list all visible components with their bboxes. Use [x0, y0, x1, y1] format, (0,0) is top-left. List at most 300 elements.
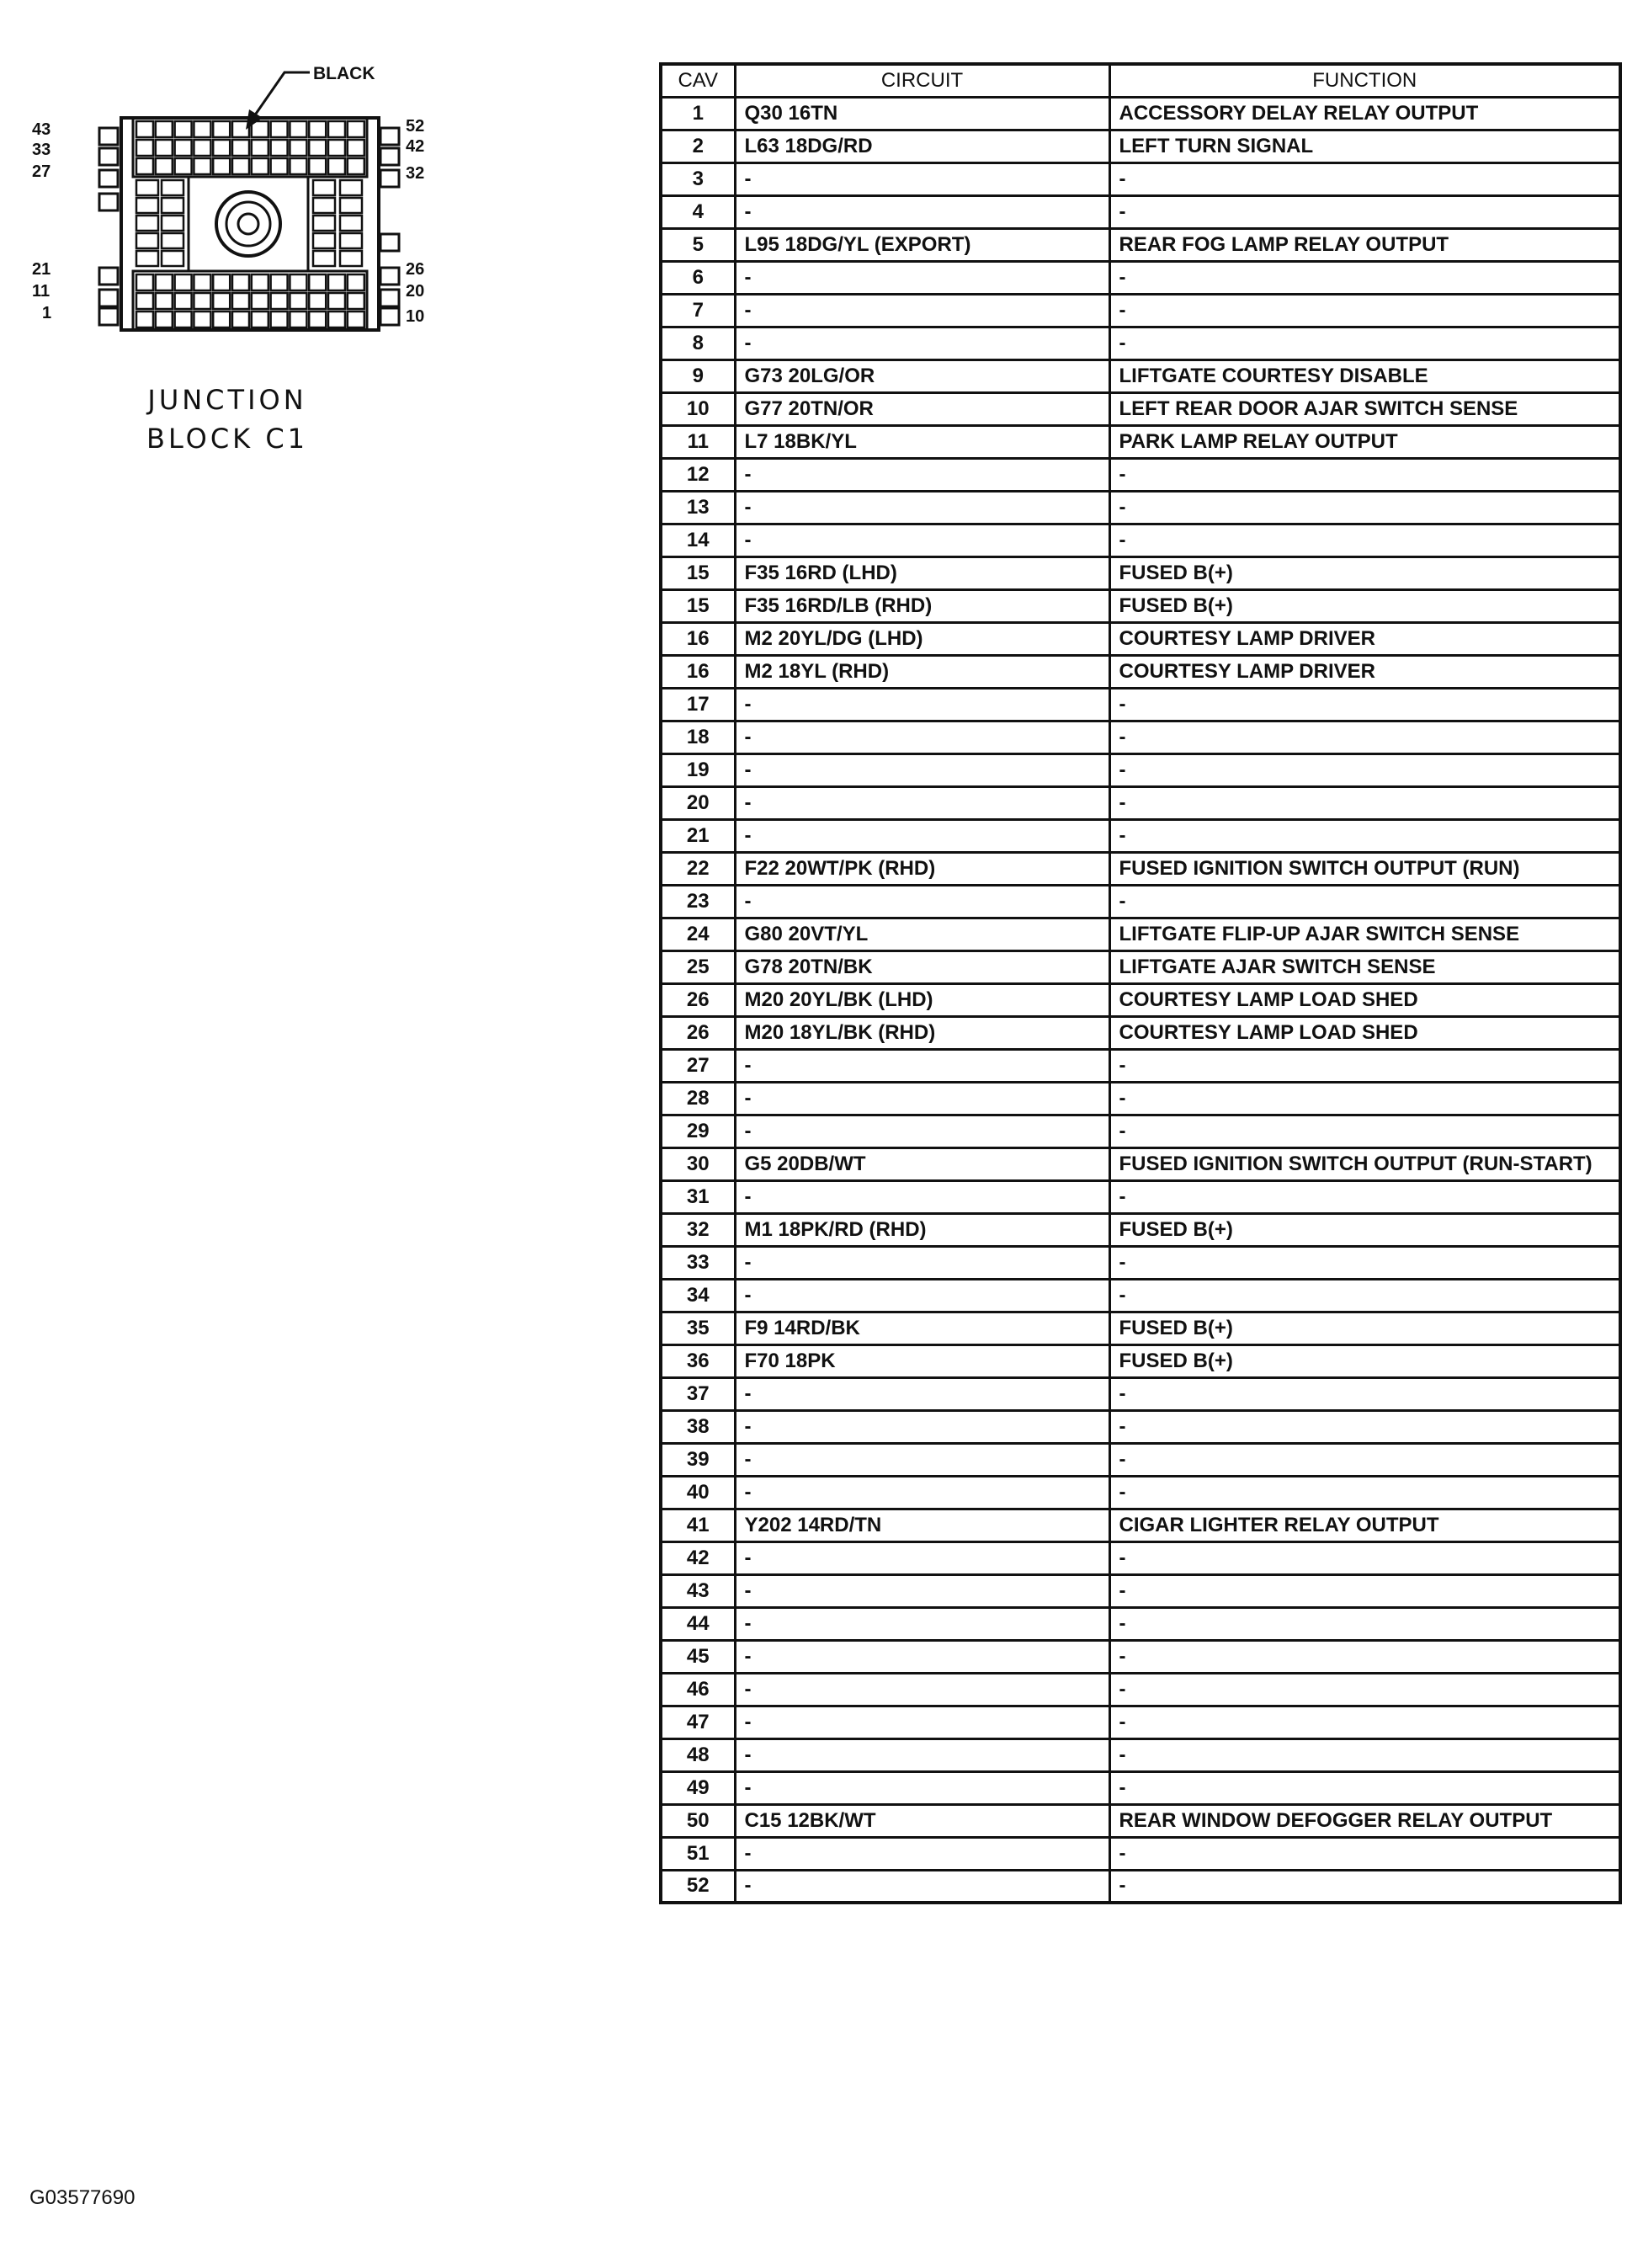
- cell-function: -: [1109, 885, 1620, 918]
- pin-cavity: [348, 121, 364, 137]
- cell-cav: 51: [661, 1837, 735, 1870]
- pin-cavity: [271, 293, 288, 309]
- pin-cavity: [271, 121, 288, 137]
- junction-block-title-line1: JUNCTION: [147, 384, 307, 416]
- table-row: [661, 1147, 1620, 1180]
- pin-cavity: [162, 180, 183, 195]
- cell-circuit: -: [735, 195, 1109, 228]
- pin-cavity: [328, 274, 345, 290]
- cell-function: COURTESY LAMP LOAD SHED: [1109, 1016, 1620, 1049]
- pin-cavity: [340, 198, 362, 213]
- pin-cavity: [136, 158, 153, 174]
- cell-cav: 45: [661, 1640, 735, 1673]
- cell-function: -: [1109, 261, 1620, 294]
- pin-cavity: [194, 311, 210, 327]
- cell-cav: 36: [661, 1344, 735, 1377]
- pin-cavity: [290, 274, 306, 290]
- cell-cav: 26: [661, 983, 735, 1016]
- pin-cavity: [271, 140, 288, 156]
- table-row: [661, 852, 1620, 885]
- cell-cav: 47: [661, 1706, 735, 1738]
- pin-cavity: [252, 140, 269, 156]
- header-cav: CAV: [661, 64, 735, 97]
- table-row: [661, 1476, 1620, 1509]
- cell-function: FUSED B(+): [1109, 1213, 1620, 1246]
- cell-function: LIFTGATE FLIP-UP AJAR SWITCH SENSE: [1109, 918, 1620, 950]
- cell-circuit: M2 18YL (RHD): [735, 655, 1109, 688]
- cell-cav: 23: [661, 885, 735, 918]
- cell-function: -: [1109, 688, 1620, 721]
- cell-cav: 22: [661, 852, 735, 885]
- pin-cavity: [136, 293, 153, 309]
- cell-function: FUSED IGNITION SWITCH OUTPUT (RUN): [1109, 852, 1620, 885]
- cell-circuit: -: [735, 458, 1109, 491]
- cell-function: -: [1109, 294, 1620, 327]
- cell-cav: 35: [661, 1312, 735, 1344]
- cell-function: REAR WINDOW DEFOGGER RELAY OUTPUT: [1109, 1804, 1620, 1837]
- table-row: [661, 1312, 1620, 1344]
- latch-tab: [380, 170, 399, 187]
- latch-tab: [380, 128, 399, 145]
- pin-cavity: [232, 140, 249, 156]
- table-row: [661, 1213, 1620, 1246]
- cell-circuit: F22 20WT/PK (RHD): [735, 852, 1109, 885]
- pin-cavity: [252, 274, 269, 290]
- cell-function: -: [1109, 786, 1620, 819]
- pin-cavity: [213, 121, 230, 137]
- cell-cav: 43: [661, 1574, 735, 1607]
- cell-cav: 25: [661, 950, 735, 983]
- cell-cav: 3: [661, 162, 735, 195]
- pin-cavity: [271, 311, 288, 327]
- pin-cavity: [313, 233, 335, 248]
- cell-circuit: -: [735, 1541, 1109, 1574]
- cell-circuit: -: [735, 162, 1109, 195]
- cell-function: -: [1109, 1410, 1620, 1443]
- table-row: [661, 556, 1620, 589]
- cell-circuit: -: [735, 1049, 1109, 1082]
- pin-cavity: [136, 180, 158, 195]
- cell-circuit: -: [735, 721, 1109, 753]
- cell-function: -: [1109, 721, 1620, 753]
- latch-tab: [99, 148, 118, 165]
- cell-circuit: M2 20YL/DG (LHD): [735, 622, 1109, 655]
- cell-circuit: -: [735, 819, 1109, 852]
- pin-cavity: [309, 274, 326, 290]
- cell-circuit: L7 18BK/YL: [735, 425, 1109, 458]
- cell-function: FUSED B(+): [1109, 589, 1620, 622]
- cell-cav: 4: [661, 195, 735, 228]
- pinout-rows: [661, 97, 1620, 1903]
- cell-cav: 19: [661, 753, 735, 786]
- pin-cavity: [290, 293, 306, 309]
- pin-cavity: [136, 216, 158, 231]
- cell-cav: 48: [661, 1738, 735, 1771]
- cell-cav: 46: [661, 1673, 735, 1706]
- pin-cavity: [252, 311, 269, 327]
- pin-cavity: [136, 251, 158, 266]
- cell-circuit: L95 18DG/YL (EXPORT): [735, 228, 1109, 261]
- cell-function: -: [1109, 1279, 1620, 1312]
- pin-cavity: [348, 158, 364, 174]
- cell-circuit: -: [735, 1837, 1109, 1870]
- cell-cav: 42: [661, 1541, 735, 1574]
- pinout-header-row: [661, 64, 1620, 97]
- cell-circuit: M20 18YL/BK (RHD): [735, 1016, 1109, 1049]
- pinout-table-container: [659, 62, 1622, 1904]
- cell-circuit: -: [735, 1246, 1109, 1279]
- cell-function: ACCESSORY DELAY RELAY OUTPUT: [1109, 97, 1620, 130]
- cell-circuit: -: [735, 753, 1109, 786]
- table-row: [661, 130, 1620, 162]
- cell-function: -: [1109, 1706, 1620, 1738]
- cell-circuit: -: [735, 786, 1109, 819]
- header-circuit: CIRCUIT: [735, 64, 1109, 97]
- pin-cavity: [340, 233, 362, 248]
- pin-cavity: [213, 293, 230, 309]
- cell-function: -: [1109, 1180, 1620, 1213]
- pin-cavity: [271, 158, 288, 174]
- table-row: [661, 1082, 1620, 1115]
- cell-circuit: -: [735, 1673, 1109, 1706]
- pin-grid: [136, 121, 364, 327]
- pin-label-26: 26: [406, 260, 425, 279]
- cell-cav: 34: [661, 1279, 735, 1312]
- table-row: [661, 1640, 1620, 1673]
- pin-cavity: [348, 311, 364, 327]
- pin-cavity: [194, 140, 210, 156]
- table-row: [661, 1509, 1620, 1541]
- table-row: [661, 458, 1620, 491]
- cell-cav: 16: [661, 655, 735, 688]
- pin-cavity: [328, 293, 345, 309]
- cell-cav: 30: [661, 1147, 735, 1180]
- pin-cavity: [175, 293, 192, 309]
- table-row: [661, 1344, 1620, 1377]
- cell-function: -: [1109, 1246, 1620, 1279]
- cell-function: -: [1109, 1837, 1620, 1870]
- cell-circuit: -: [735, 1706, 1109, 1738]
- pin-cavity: [162, 216, 183, 231]
- table-row: [661, 491, 1620, 524]
- cell-cav: 9: [661, 359, 735, 392]
- cell-function: LEFT TURN SIGNAL: [1109, 130, 1620, 162]
- cell-circuit: -: [735, 261, 1109, 294]
- table-row: [661, 1541, 1620, 1574]
- pin-cavity: [309, 311, 326, 327]
- cell-circuit: G78 20TN/BK: [735, 950, 1109, 983]
- cell-function: FUSED IGNITION SWITCH OUTPUT (RUN-START): [1109, 1147, 1620, 1180]
- cell-function: -: [1109, 1541, 1620, 1574]
- cell-cav: 44: [661, 1607, 735, 1640]
- pin-cavity: [194, 158, 210, 174]
- table-row: [661, 1706, 1620, 1738]
- cell-circuit: G5 20DB/WT: [735, 1147, 1109, 1180]
- cell-function: PARK LAMP RELAY OUTPUT: [1109, 425, 1620, 458]
- latch-tab: [380, 290, 399, 306]
- cell-circuit: -: [735, 491, 1109, 524]
- table-row: [661, 1574, 1620, 1607]
- pinout-table: [659, 62, 1622, 1904]
- cell-function: LIFTGATE COURTESY DISABLE: [1109, 359, 1620, 392]
- cell-cav: 15: [661, 556, 735, 589]
- cell-circuit: -: [735, 327, 1109, 359]
- pin-cavity: [328, 140, 345, 156]
- pin-cavity: [340, 216, 362, 231]
- table-row: [661, 721, 1620, 753]
- cell-circuit: G80 20VT/YL: [735, 918, 1109, 950]
- cell-cav: 17: [661, 688, 735, 721]
- table-row: [661, 1115, 1620, 1147]
- pin-cavity: [271, 274, 288, 290]
- cell-function: -: [1109, 1115, 1620, 1147]
- pin-cavity: [213, 274, 230, 290]
- cell-function: -: [1109, 524, 1620, 556]
- cell-cav: 15: [661, 589, 735, 622]
- table-row: [661, 97, 1620, 130]
- pin-cavity: [328, 158, 345, 174]
- cell-cav: 29: [661, 1115, 735, 1147]
- pin-cavity: [162, 233, 183, 248]
- cell-circuit: Q30 16TN: [735, 97, 1109, 130]
- cell-function: REAR FOG LAMP RELAY OUTPUT: [1109, 228, 1620, 261]
- cell-function: -: [1109, 819, 1620, 852]
- pin-cavity: [156, 140, 173, 156]
- cell-cav: 1: [661, 97, 735, 130]
- cell-function: -: [1109, 1607, 1620, 1640]
- cell-circuit: -: [735, 1082, 1109, 1115]
- table-row: [661, 1771, 1620, 1804]
- pin-cavity: [194, 293, 210, 309]
- table-row: [661, 1607, 1620, 1640]
- cell-circuit: Y202 14RD/TN: [735, 1509, 1109, 1541]
- cell-circuit: G77 20TN/OR: [735, 392, 1109, 425]
- center-bolt-inner: [238, 214, 258, 234]
- cell-cav: 49: [661, 1771, 735, 1804]
- pin-cavity: [136, 233, 158, 248]
- cell-cav: 37: [661, 1377, 735, 1410]
- table-row: [661, 786, 1620, 819]
- cell-cav: 32: [661, 1213, 735, 1246]
- cell-function: LIFTGATE AJAR SWITCH SENSE: [1109, 950, 1620, 983]
- table-row: [661, 228, 1620, 261]
- pin-cavity: [348, 274, 364, 290]
- table-row: [661, 1804, 1620, 1837]
- cell-circuit: F70 18PK: [735, 1344, 1109, 1377]
- pin-cavity: [175, 121, 192, 137]
- cell-cav: 40: [661, 1476, 735, 1509]
- table-row: [661, 622, 1620, 655]
- pin-cavity: [290, 311, 306, 327]
- latch-tab: [99, 308, 118, 325]
- pin-cavity: [232, 274, 249, 290]
- cell-circuit: -: [735, 1738, 1109, 1771]
- pin-cavity: [309, 121, 326, 137]
- pin-label-1: 1: [42, 304, 52, 322]
- table-row: [661, 1443, 1620, 1476]
- table-row: [661, 327, 1620, 359]
- figure-id: G03577690: [29, 2186, 136, 2209]
- table-row: [661, 819, 1620, 852]
- cell-cav: 13: [661, 491, 735, 524]
- cell-function: -: [1109, 195, 1620, 228]
- pin-cavity: [213, 311, 230, 327]
- table-row: [661, 359, 1620, 392]
- pin-cavity: [156, 121, 173, 137]
- cell-function: FUSED B(+): [1109, 556, 1620, 589]
- pin-cavity: [309, 140, 326, 156]
- table-row: [661, 655, 1620, 688]
- pin-cavity: [252, 158, 269, 174]
- latch-tab: [380, 148, 399, 165]
- cell-cav: 33: [661, 1246, 735, 1279]
- right-pin-labels: [406, 117, 424, 326]
- table-row: [661, 1180, 1620, 1213]
- cell-function: COURTESY LAMP DRIVER: [1109, 655, 1620, 688]
- cell-cav: 12: [661, 458, 735, 491]
- pin-cavity: [232, 158, 249, 174]
- cell-circuit: F35 16RD (LHD): [735, 556, 1109, 589]
- cell-cav: 16: [661, 622, 735, 655]
- cell-cav: 50: [661, 1804, 735, 1837]
- cell-circuit: -: [735, 1443, 1109, 1476]
- cell-function: -: [1109, 327, 1620, 359]
- cell-function: -: [1109, 753, 1620, 786]
- pin-cavity: [290, 121, 306, 137]
- table-row: [661, 1837, 1620, 1870]
- pin-cavity: [313, 251, 335, 266]
- pin-label-10: 10: [406, 307, 425, 326]
- cell-cav: 20: [661, 786, 735, 819]
- pin-cavity: [290, 158, 306, 174]
- table-row: [661, 589, 1620, 622]
- cell-cav: 26: [661, 1016, 735, 1049]
- pin-cavity: [232, 121, 249, 137]
- left-pin-labels: [32, 120, 51, 322]
- pin-cavity: [136, 311, 153, 327]
- cell-circuit: -: [735, 688, 1109, 721]
- pin-cavity: [175, 311, 192, 327]
- pin-cavity: [340, 180, 362, 195]
- pin-cavity: [252, 293, 269, 309]
- table-row: [661, 294, 1620, 327]
- table-row: [661, 1870, 1620, 1903]
- table-row: [661, 162, 1620, 195]
- cell-circuit: M20 20YL/BK (LHD): [735, 983, 1109, 1016]
- cell-function: -: [1109, 1870, 1620, 1903]
- cell-circuit: F9 14RD/BK: [735, 1312, 1109, 1344]
- cell-cav: 27: [661, 1049, 735, 1082]
- table-row: [661, 1246, 1620, 1279]
- cell-circuit: -: [735, 1410, 1109, 1443]
- cell-circuit: -: [735, 1476, 1109, 1509]
- pin-cavity: [175, 140, 192, 156]
- cell-circuit: -: [735, 1180, 1109, 1213]
- connector-color-label: BLACK: [313, 64, 375, 83]
- pin-cavity: [313, 216, 335, 231]
- latch-tab: [380, 234, 399, 251]
- cell-function: -: [1109, 1443, 1620, 1476]
- latch-tab: [380, 308, 399, 325]
- table-row: [661, 1738, 1620, 1771]
- pin-cavity: [328, 121, 345, 137]
- cell-cav: 18: [661, 721, 735, 753]
- cell-circuit: -: [735, 1870, 1109, 1903]
- cell-function: -: [1109, 491, 1620, 524]
- pin-cavity: [136, 274, 153, 290]
- cell-cav: 10: [661, 392, 735, 425]
- pin-label-42: 42: [406, 137, 425, 156]
- table-row: [661, 983, 1620, 1016]
- cell-circuit: C15 12BK/WT: [735, 1804, 1109, 1837]
- pin-label-33: 33: [32, 141, 51, 159]
- cell-cav: 14: [661, 524, 735, 556]
- cell-function: -: [1109, 162, 1620, 195]
- cell-circuit: M1 18PK/RD (RHD): [735, 1213, 1109, 1246]
- cell-circuit: -: [735, 1115, 1109, 1147]
- cell-function: COURTESY LAMP LOAD SHED: [1109, 983, 1620, 1016]
- pin-label-11: 11: [32, 282, 51, 301]
- cell-function: -: [1109, 1049, 1620, 1082]
- table-row: [661, 1049, 1620, 1082]
- table-row: [661, 1279, 1620, 1312]
- pin-cavity: [175, 274, 192, 290]
- pin-cavity: [232, 311, 249, 327]
- pin-label-27: 27: [32, 162, 51, 181]
- table-row: [661, 688, 1620, 721]
- cell-function: -: [1109, 1476, 1620, 1509]
- cell-cav: 21: [661, 819, 735, 852]
- pin-label-32: 32: [406, 164, 425, 183]
- pin-cavity: [194, 121, 210, 137]
- cell-circuit: F35 16RD/LB (RHD): [735, 589, 1109, 622]
- pin-label-43: 43: [32, 120, 51, 139]
- cell-function: -: [1109, 458, 1620, 491]
- cell-circuit: -: [735, 1574, 1109, 1607]
- pin-cavity: [328, 311, 345, 327]
- cell-function: FUSED B(+): [1109, 1344, 1620, 1377]
- cell-circuit: -: [735, 1279, 1109, 1312]
- cell-circuit: -: [735, 1640, 1109, 1673]
- pin-label-21: 21: [32, 260, 51, 279]
- cell-function: -: [1109, 1574, 1620, 1607]
- pin-cavity: [232, 293, 249, 309]
- cell-circuit: -: [735, 885, 1109, 918]
- cell-cav: 39: [661, 1443, 735, 1476]
- cell-circuit: -: [735, 294, 1109, 327]
- cell-function: -: [1109, 1738, 1620, 1771]
- cell-function: -: [1109, 1640, 1620, 1673]
- cell-cav: 24: [661, 918, 735, 950]
- cell-cav: 31: [661, 1180, 735, 1213]
- cell-function: COURTESY LAMP DRIVER: [1109, 622, 1620, 655]
- cell-circuit: G73 20LG/OR: [735, 359, 1109, 392]
- table-row: [661, 425, 1620, 458]
- table-row: [661, 195, 1620, 228]
- cell-circuit: -: [735, 1607, 1109, 1640]
- cell-function: -: [1109, 1673, 1620, 1706]
- latch-tab: [99, 268, 118, 285]
- pin-cavity: [162, 251, 183, 266]
- pin-cavity: [348, 293, 364, 309]
- center-bolt-mid: [226, 202, 270, 246]
- table-row: [661, 950, 1620, 983]
- cell-cav: 7: [661, 294, 735, 327]
- table-row: [661, 885, 1620, 918]
- pin-cavity: [136, 121, 153, 137]
- pin-cavity: [156, 158, 173, 174]
- table-row: [661, 753, 1620, 786]
